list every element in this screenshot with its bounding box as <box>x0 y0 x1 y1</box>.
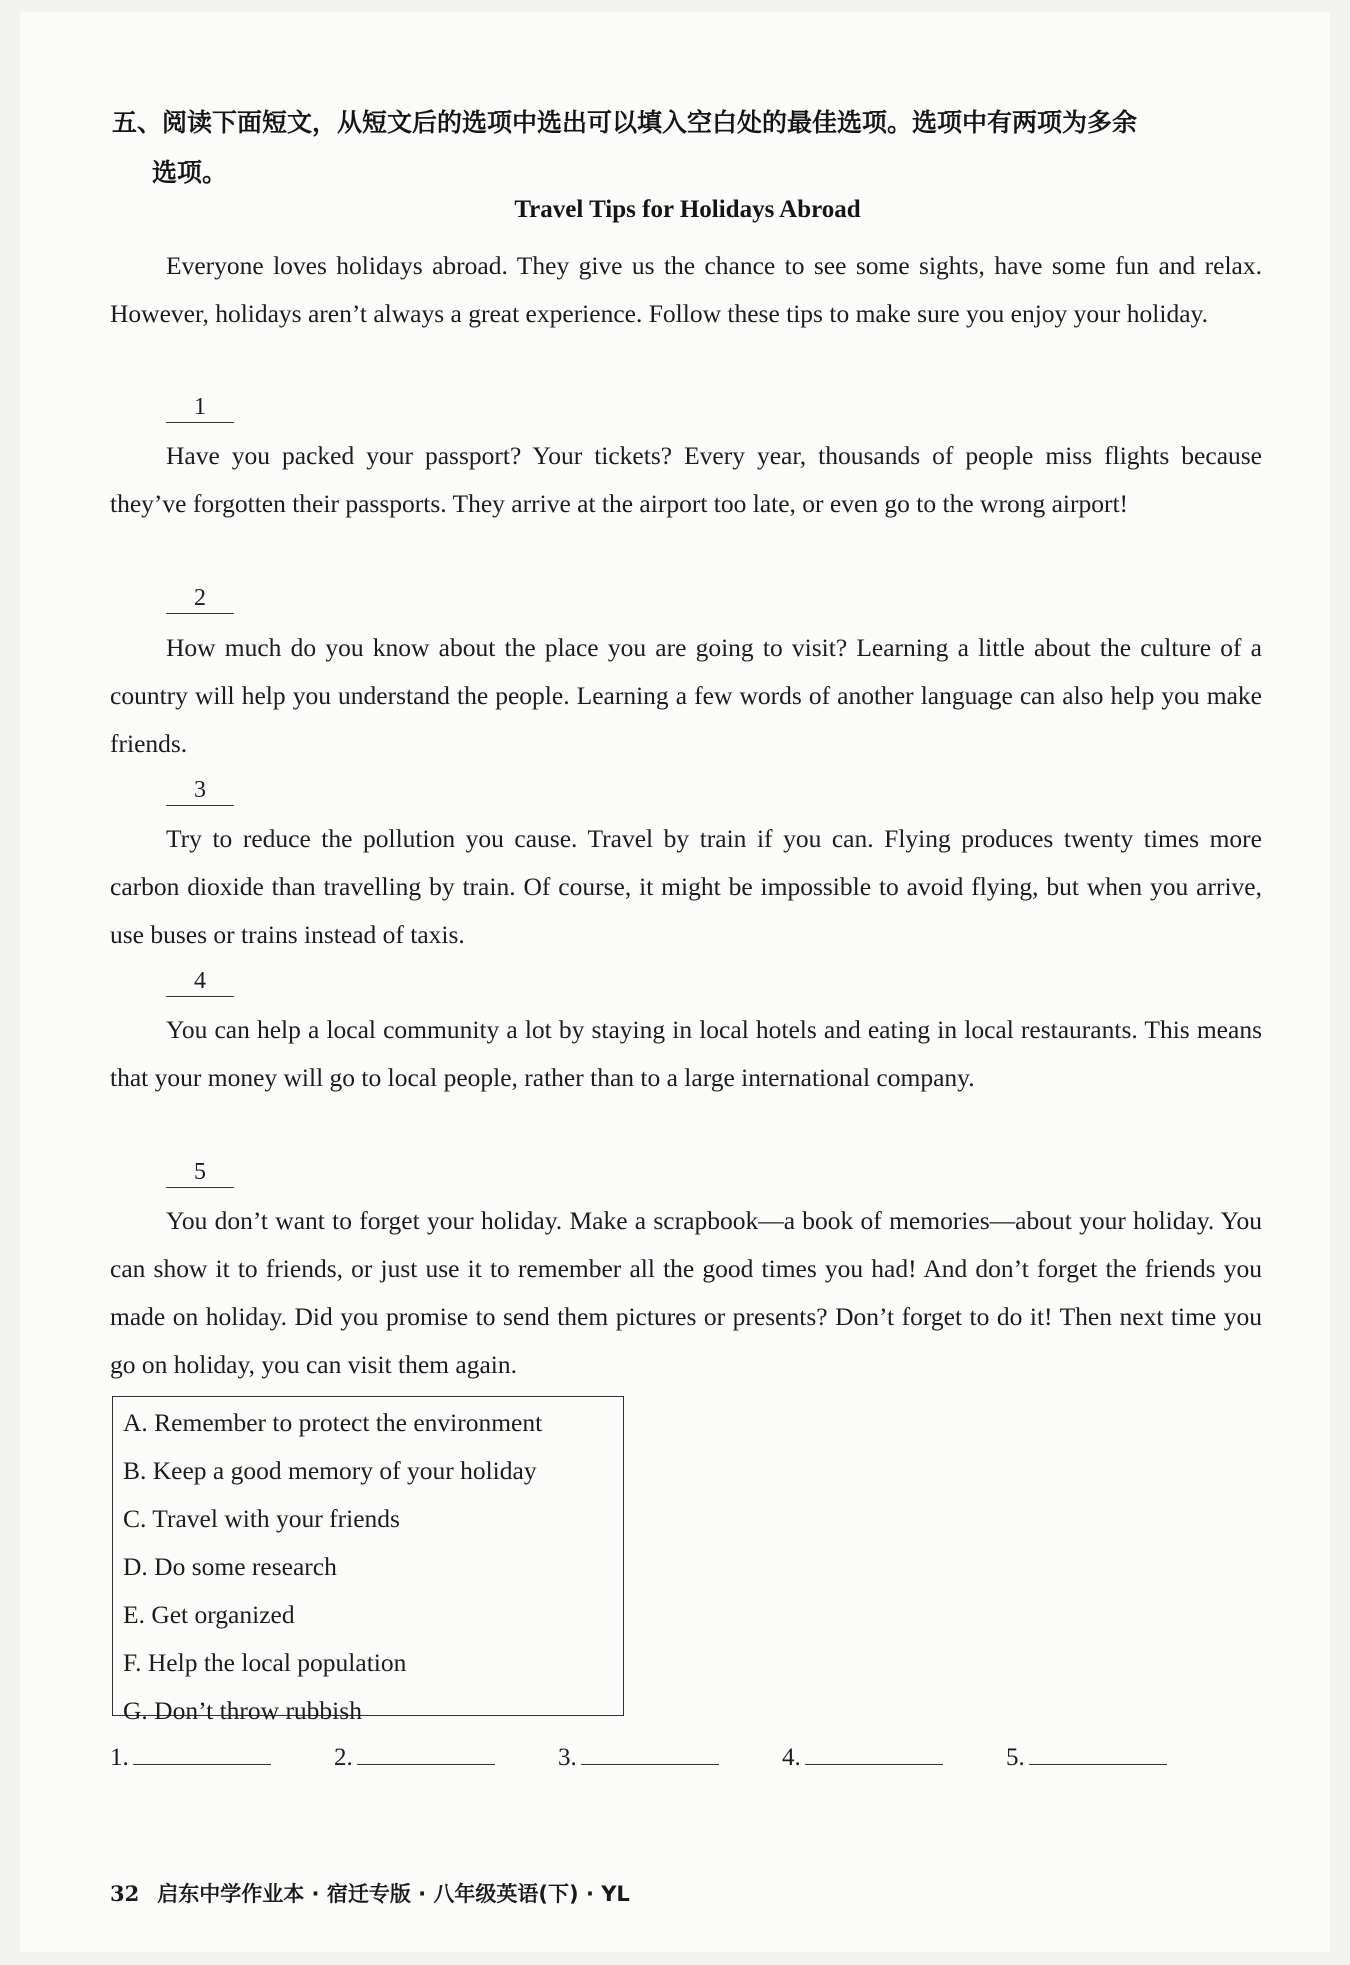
blank-4: 4 <box>166 966 234 997</box>
paragraph-1: Have you packed your passport? Your tickets? Every year, thousands of people miss flights because they’ve forgotten their passports. They arrive at the airport too late, or even go to the wrong airport! <box>110 441 1262 518</box>
answer-5-label: 5. <box>1006 1744 1025 1771</box>
passage-title: Travel Tips for Holidays Abroad <box>514 196 861 223</box>
option-b: B. Keep a good memory of your holiday <box>123 1456 537 1485</box>
answer-4 <box>782 1738 943 1772</box>
answer-1-blank[interactable] <box>133 1738 271 1765</box>
intro-paragraph: Everyone loves holidays abroad. They give us the chance to see some sights, have some fun and relax. However, holidays aren’t always a great experience. Follow these tips to make sure you enjoy your holiday. <box>110 251 1262 328</box>
option-f: F. Help the local population <box>123 1648 407 1677</box>
answer-2-blank[interactable] <box>357 1738 495 1765</box>
option-c: C. Travel with your friends <box>123 1504 400 1533</box>
question-instruction <box>112 98 1272 198</box>
answer-4-label: 4. <box>782 1744 801 1771</box>
option-d: D. Do some research <box>123 1552 337 1581</box>
answer-4-blank[interactable] <box>805 1738 943 1765</box>
option-a: A. Remember to protect the environment <box>123 1408 543 1437</box>
paragraph-5: You don’t want to forget your holiday. Make a scrapbook—a book of memories—about your holiday. You can show it to friends, or just use it to remember all the good times you had! And don’t forget the friends you made on holiday. Did you promise to send them pictures or presents? Don’t forget to do it! Then next time you go on holiday, you can visit them again. <box>110 1206 1262 1379</box>
book-title: 启东中学作业本 · 宿迁专版 · 八年级英语(下) · YL <box>157 1882 630 1906</box>
answer-1-label: 1. <box>110 1744 129 1771</box>
option-e: E. Get organized <box>123 1600 295 1629</box>
instruction-line-1: 五、阅读下面短文，从短文后的选项中选出可以填入空白处的最佳选项。选项中有两项为多余 <box>112 108 1138 137</box>
answer-3 <box>558 1738 719 1772</box>
blank-2: 2 <box>166 583 234 614</box>
page-footer <box>110 1878 630 1908</box>
paragraph-4: You can help a local community a lot by staying in local hotels and eating in local restaurants. This means that your money will go to local people, rather than to a large international company. <box>110 1015 1262 1092</box>
answer-2-label: 2. <box>334 1744 353 1771</box>
answer-3-blank[interactable] <box>581 1738 719 1765</box>
answer-row <box>110 1738 1270 1778</box>
blank-5: 5 <box>166 1157 234 1188</box>
instruction-line-2: 选项。 <box>152 158 228 187</box>
paragraph-3: Try to reduce the pollution you cause. Travel by train if you can. Flying produces twenty times more carbon dioxide than travelling by train. Of course, it might be impossible to avoid flying, but when you arrive, use buses or trains instead of taxis. <box>110 824 1262 949</box>
paragraph-2: How much do you know about the place you are going to visit? Learning a little about the culture of a country will help you understand the people. Learning a few words of another language can also help you make friends. <box>110 633 1262 758</box>
option-g: G. Don’t throw rubbish <box>123 1696 362 1725</box>
answer-5-blank[interactable] <box>1029 1738 1167 1765</box>
answer-2 <box>334 1738 495 1772</box>
blank-1: 1 <box>166 392 234 423</box>
options-box <box>112 1396 624 1725</box>
answer-5 <box>1006 1738 1167 1772</box>
answer-1 <box>110 1738 271 1772</box>
blank-3: 3 <box>166 775 234 806</box>
page-number: 32 <box>110 1881 140 1906</box>
answer-3-label: 3. <box>558 1744 577 1771</box>
